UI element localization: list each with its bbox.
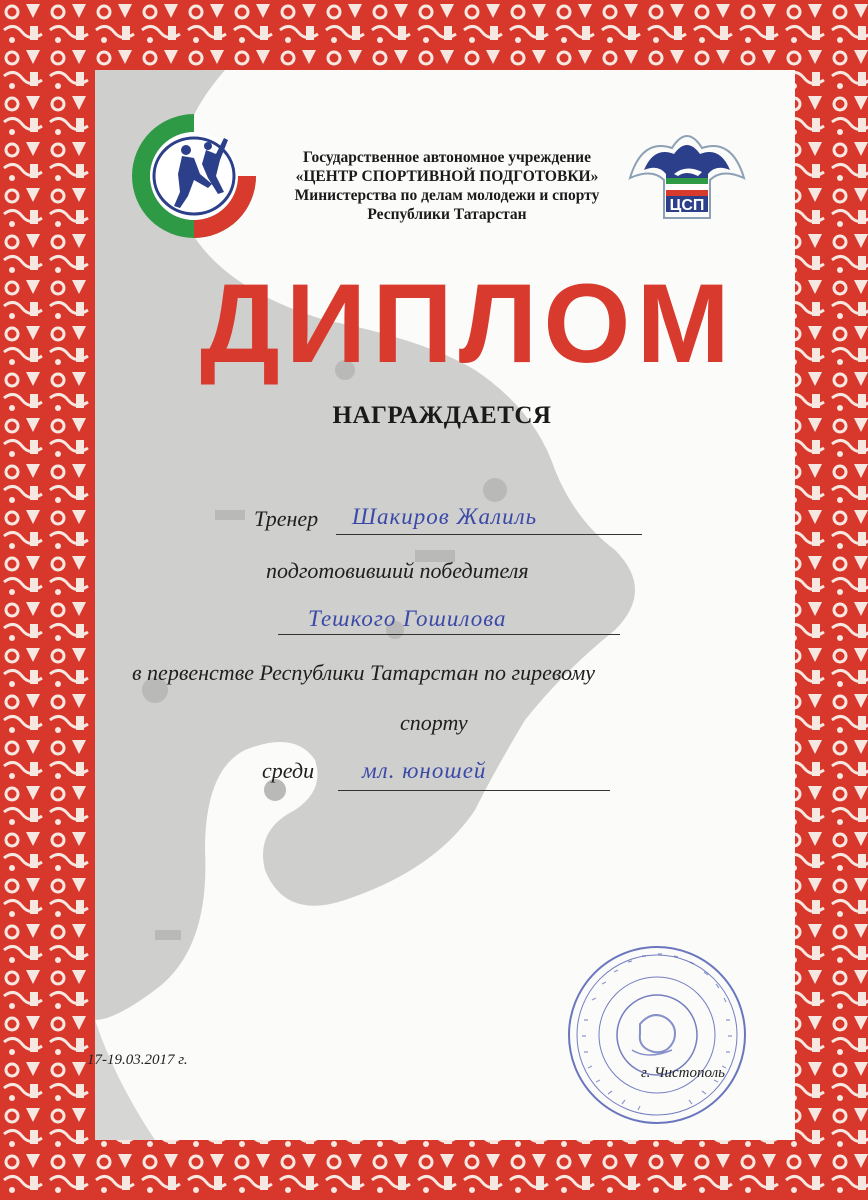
organization-line-2: «ЦЕНТР СПОРТИВНОЙ ПОДГОТОВКИ»: [295, 168, 599, 185]
among-underline: [338, 790, 610, 791]
prepared-label: подготовивший победителя: [266, 558, 529, 583]
among-label: среди: [262, 758, 315, 783]
event-date: 17-19.03.2017 г.: [87, 1052, 188, 1068]
winner-name: Тешкого Гошилова: [308, 606, 507, 631]
organization-header: [262, 148, 632, 224]
awarded-heading: НАГРАЖДАЕТСЯ: [332, 402, 552, 429]
organization-line-3: Министерства по делам молодежи и спорту: [294, 187, 600, 204]
winner-underline: [278, 634, 620, 635]
competition-line-2: спорту: [400, 710, 468, 735]
competition-line-1: в первенстве Республики Татарстан по гиревому: [132, 660, 596, 685]
official-stamp: [562, 940, 752, 1130]
coach-underline: [336, 534, 642, 535]
event-city: г. Чистополь: [641, 1065, 725, 1081]
among-value: мл. юношей: [362, 758, 487, 783]
sports-center-logo: [128, 110, 260, 242]
organization-line-1: Государственное автономное учреждение: [303, 149, 591, 166]
csp-logo-text: ЦСП: [669, 197, 705, 214]
organization-line-4: Республики Татарстан: [367, 206, 527, 223]
coach-label: Тренер: [254, 506, 319, 531]
coach-name: Шакиров Жалиль: [352, 504, 538, 529]
diploma-title: ДИПЛОМ: [200, 261, 736, 386]
csp-logo: [622, 118, 752, 230]
